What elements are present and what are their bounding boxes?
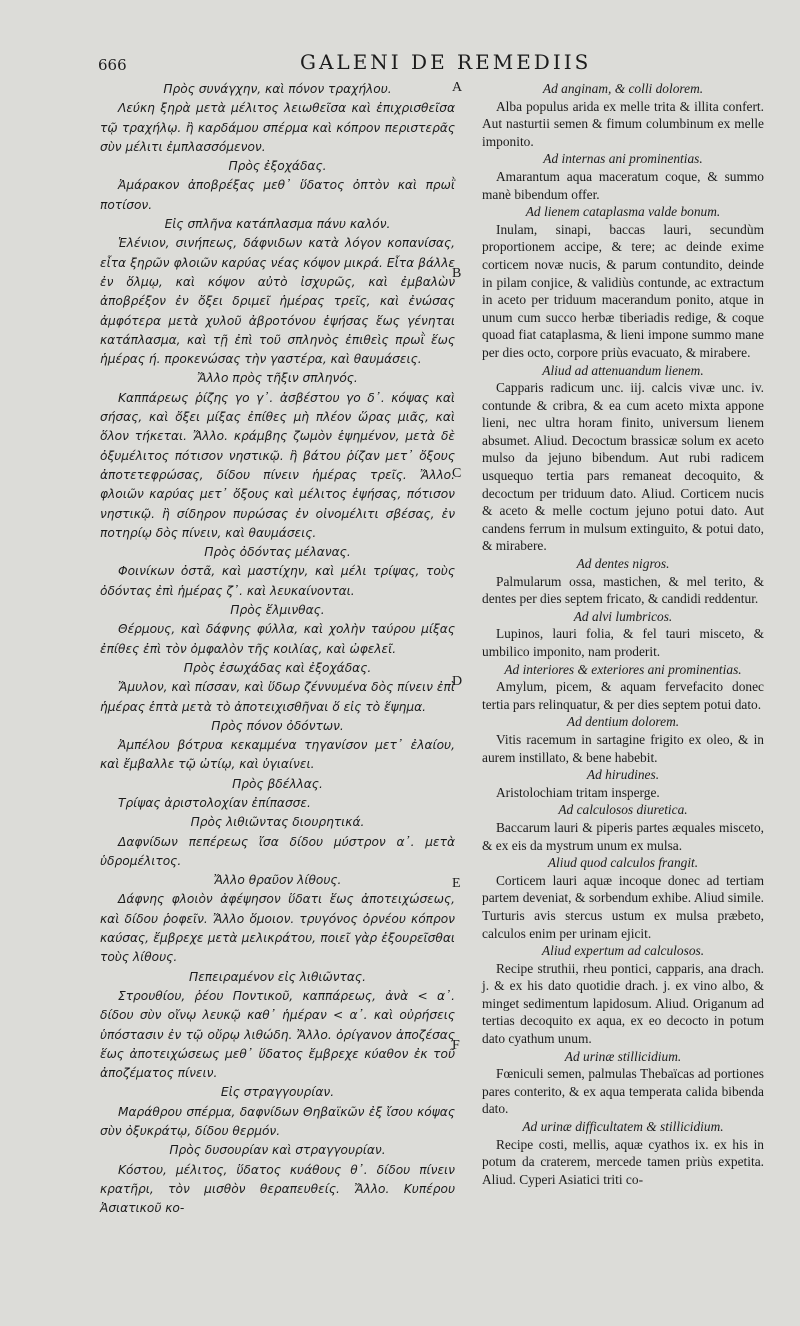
recipe-heading: Ad urinæ stillicidium. bbox=[564, 1048, 682, 1064]
recipe-text: Κόστου, μέλιτος, ὕδατος κυάθους θ᾽. δίδου πίνειν κρατῆρι, τὸν μισθὸν θεραπευθείς. Ἄλλο. Κυπέρου Ἀσιατικοῦ κο- bbox=[100, 1162, 455, 1216]
recipe-text: Corticem lauri aquæ incoque donec ad tertiam partem deveniat, & sorbendum exhibe. Aliud simile. Turturis avis stercus ustum ex mulsa præbeto, calculos enim per urinam ejicit. bbox=[482, 872, 764, 941]
recipe-heading: Πρὸς συνάγχην, καὶ πόνον τραχήλου. bbox=[163, 82, 392, 96]
margin-letter: A bbox=[452, 80, 463, 95]
recipe-text: Λεύκη ξηρὰ μετὰ μέλιτος λειωθεῖσα καὶ ἐπιχρισθεῖσα τῷ τραχήλῳ. ἢ καρδάμου σπέρμα καὶ κόπρον περιστερᾶς σὺν μέλιτι ἐμπλασσόμενον. bbox=[100, 101, 455, 154]
recipe-heading: Aliud ad attenuandum lienem. bbox=[542, 362, 704, 378]
margin-letter: B bbox=[452, 266, 462, 281]
recipe-text: Lupinos, lauri folia, & fel tauri misceto, & umbilico imponito, nam proderit. bbox=[482, 626, 764, 659]
recipe-heading: Ad hirudines. bbox=[586, 767, 660, 783]
recipe-text: Recipe costi, mellis, aquæ cyathos ix. ex his in potum da craterem, mercede tamen priùs expetita. Aliud. Cyperi Asiatici triti co- bbox=[482, 1136, 764, 1187]
recipe-heading: Aliud expertum ad calculosos. bbox=[541, 943, 705, 959]
recipe-heading: Πρὸς λιθιῶντας διουρητικά. bbox=[190, 815, 365, 830]
recipe-heading: Ad urinæ difficultatem & stillicidium. bbox=[522, 1119, 724, 1135]
recipe-text: Recipe struthii, rheu pontici, capparis, ana drach. j. & ex his dato quotidie drach. j. ex vino albo, & minget sedimentum lapidosum. Aliud. Origanum ad tertias decoquito ex aqua, ex eo decocto in potum dato cyathum unum. bbox=[482, 960, 764, 1047]
recipe-text: Καππάρεως ῥίζης γο γ᾽. ἀσβέστου γο δ᾽. κόψας καὶ σήσας, καὶ ὄξει μίξας ἐπίθες μὴ πλέον ὥρας μιᾶς, καὶ ὅλον τήκεται. Ἄλλο. κράμβης ζωμὸν ἑψημένον, μετὰ δὲ ὀξυμέλιτος πότισον νηστικῷ. ἢ βάτου ῥίζαν μετ᾽ ὄξους ἀποτετεφρώσας, δίδου πίνειν ἡμέρας τρεῖς. Ἄλλο. φλοιῶν καρύας μετ᾽ ὄξους καὶ μέλιτος ἑψήσας, πότισον νηστικῷ. ἢ σίδηρον πυρώσας ἐν οἰνομέλιτι σβέσας, ἐν ποτηρίῳ δὸς πίνειν, καὶ θαυμάσεις. bbox=[100, 390, 455, 540]
recipe-text: Aristolochiam tritam insperge. bbox=[496, 784, 660, 800]
recipe-heading: Πρὸς δυσουρίαν καὶ στραγγουρίαν. bbox=[169, 1143, 386, 1158]
recipe-heading: Ad anginam, & colli dolorem. bbox=[542, 81, 704, 96]
greek-column bbox=[100, 80, 455, 1219]
margin-letter: C bbox=[452, 466, 462, 481]
recipe-heading: Πεπειραμένον εἰς λιθιῶντας. bbox=[189, 969, 366, 984]
recipe-text: Capparis radicum unc. iij. calcis vivæ unc. iv. contunde & cribra, & ea cum aceto mixta appone lieni, nec ultra horam finito, universum lienem absumet. Aliud. Decoctum brassicæ solum ex aceto mulso da jejuno bibendum. Aut rubi radicem usquequo tertia pars remaneat decoquito, & decoctum per triduum dato. Aliud. Corticem nucis & aceto & melle coctum jejuno potui dato. Aut candens ferrum in mulsum extinguito, & potui dato, & mirabere. bbox=[482, 380, 764, 554]
recipe-heading: Ad interiores & exteriores ani prominentias. bbox=[504, 661, 742, 677]
recipe-heading: Ἄλλο πρὸς τῆξιν σπληνός. bbox=[197, 371, 358, 386]
recipe-heading: Aliud quod calculos frangit. bbox=[547, 855, 699, 871]
recipe-text: Inulam, sinapi, baccas lauri, secundùm proportionem accipe, & tere; ac deinde exime corticem novæ nucis, & parum contundito, deinde in pilam conjice, & validiùs contunde, ac extractum in aceto per triduum macerandum ponito, atque in unum cum succo herbæ tiberiadis redige, & coque quoad fiat cataplasma, & lieni impone summo mane per dies octo, corpore priùs evacuato, & mirabere. bbox=[482, 221, 764, 360]
recipe-text: Τρίψας ἀριστολοχίαν ἐπίπασσε. bbox=[118, 795, 311, 810]
recipe-heading: Ἄλλο θραῦον λίθους. bbox=[213, 873, 342, 888]
recipe-text: Palmularum ossa, mastichen, & mel terito, & dentes per dies septem fricato, & candidi reddentur. bbox=[482, 573, 764, 607]
recipe-heading: Πρὸς πόνον ὀδόντων. bbox=[211, 718, 344, 733]
recipe-text: Fœniculi semen, palmulas Thebaïcas ad portiones pares conterito, & ex aqua temperata calida bibenda dato. bbox=[482, 1066, 764, 1117]
recipe-text: Δαφνίδων πεπέρεως ἴσα δίδου μύστρον α᾽. μετὰ ὑδρομέλιτος. bbox=[100, 834, 455, 868]
recipe-heading: Πρὸς βδέλλας. bbox=[232, 776, 323, 791]
recipe-heading: Πρὸς ἐξοχάδας. bbox=[228, 159, 327, 174]
recipe-heading: Ad calculosos diuretica. bbox=[558, 802, 688, 818]
recipe-heading: Ad lienem cataplasma valde bonum. bbox=[525, 204, 721, 220]
recipe-text: Στρουθίου, ῥέου Ποντικοῦ, καππάρεως, ἀνὰ < α᾽. δίδου σὺν οἴνῳ λευκῷ καθ᾽ ἡμέραν < α᾽. καὶ οὐρήσεις ὑπόστασιν ἐν τῷ οὔρῳ λιθώδη. Ἄλλο. ὀρίγανον ἀποζέσας ἕως ἀποτειχώσεως μεθ᾽ ὕδατος ἔμβρεχε κύαθον ἐκ τοῦ ἀποζέματος πίνειν. bbox=[100, 988, 455, 1081]
recipe-text: Μαράθρου σπέρμα, δαφνίδων Θηβαϊκῶν ἐξ ἴσου κόψας σὺν ὀξυκράτῳ, δίδου θερμόν. bbox=[100, 1104, 455, 1139]
page-number: 666 bbox=[98, 56, 127, 74]
recipe-text: Ἄμυλον, καὶ πίσσαν, καὶ ὕδωρ ζέννυμένα δὸς πίνειν ἐπὶ ἡμέρας ἑπτὰ μετὰ τὸ ἀποτειχισθῆναι ὅ εἰς τὸ ἕψημα. bbox=[100, 680, 455, 714]
recipe-text: Ἑλένιον, σινήπεως, δάφνιδων κατὰ λόγον κοπανίσας, εἶτα ξηρῶν φλοιῶν καρύας νέας κόψον μικρά. Εἶτα βάλλε ἐν ὅλμῳ, καὶ κόψον αὐτὸ ἰσχυρῶς, καὶ ἐμβαλὼν ἀποβρέξον ἐν ὄξει δριμεῖ ἡμέρας τρεῖς, καὶ ἐνώσας ἀμφότερα μετὰ χυλοῦ ἀβροτόνου ἑψήσας ἕως γένηται κατάπλασμα, καὶ τῇ ἐπὶ τοῦ σπληνὸς ἐπιθεὶς πρωῒ ἕως ἡμέρας ή. προκενώσας τὴν γαστέρα, καὶ θαυμάσεις. bbox=[100, 236, 455, 367]
recipe-text: Vitis racemum in sartagine frigito ex oleo, & in aurem instillato, & bene habebit. bbox=[482, 731, 764, 765]
recipe-heading: Ad internas ani prominentias. bbox=[543, 151, 703, 167]
recipe-text: Amarantum aqua maceratum coque, & summo manè bibendum offer. bbox=[482, 168, 764, 202]
recipe-heading: Πρὸς ἐσωχάδας καὶ ἐξοχάδας. bbox=[183, 660, 372, 675]
margin-letter: F bbox=[452, 1038, 460, 1053]
recipe-text: Baccarum lauri & piperis partes æquales misceto, & ex eis da mystrum unum ex mulsa. bbox=[482, 819, 764, 853]
page-header bbox=[0, 50, 800, 80]
recipe-heading: Πρὸς ἕλμινθας. bbox=[230, 603, 325, 618]
recipe-heading: Ad dentium dolorem. bbox=[566, 714, 680, 730]
recipe-text: Θέρμους, καὶ δάφνης φύλλα, καὶ χολὴν ταύρου μίξας ἐπίθες ἐπὶ τὸν ὀμφαλὸν τῆς κοιλίας, καὶ ὠφελεῖ. bbox=[100, 622, 455, 656]
recipe-heading: Εἰς στραγγουρίαν. bbox=[220, 1085, 335, 1100]
recipe-heading: Εἰς σπλῆνα κατάπλασμα πάνυ καλόν. bbox=[164, 217, 391, 232]
recipe-text: Ἀμάρακον ἀποβρέξας μεθ᾽ ὕδατος ὀπτὸν καὶ πρωῒ ποτίσον. bbox=[100, 178, 455, 212]
running-title: GALENI DE REMEDIIS bbox=[300, 50, 592, 74]
recipe-text: Ἀμπέλου βότρυα κεκαμμένα τηγανίσον μετ᾽ ἐλαίου, καὶ ἔμβαλλε τῷ ὠτίῳ, καὶ ὑγιαίνει. bbox=[100, 738, 455, 772]
recipe-text: Φοινίκων ὀστᾶ, καὶ μαστίχην, καὶ μέλι τρίψας, τοὺς ὀδόντας ἐπὶ ἡμέρας ζ᾽. καὶ λευκαίνονται. bbox=[100, 564, 455, 598]
recipe-text: Amylum, picem, & aquam fervefacito donec tertia pars relinquatur, & per dies septem potui dato. bbox=[482, 679, 764, 712]
recipe-text: Alba populus arida ex melle trita & illita confert. Aut nasturtii semen & fimum columbinum ex melle imponito. bbox=[482, 98, 764, 149]
recipe-heading: Ad alvi lumbricos. bbox=[573, 608, 673, 624]
margin-letter: E bbox=[452, 876, 461, 891]
recipe-heading: Ad dentes nigros. bbox=[576, 556, 670, 572]
recipe-text: Δάφνης φλοιὸν ἀφέψησον ὕδατι ἕως ἀποτειχώσεως, καὶ δίδου ῥοφεῖν. Ἄλλο ὅμοιον. τρυγόνος ὀρνέου κόπρον καύσας, ἔμβρεχε μετὰ μελικράτου, ποιεῖ γὰρ ἐξουρεῖσθαι τοὺς λίθους. bbox=[100, 892, 455, 965]
latin-column bbox=[482, 80, 764, 1188]
recipe-heading: Πρὸς ὀδόντας μέλανας. bbox=[204, 545, 351, 560]
margin-letter: D bbox=[452, 674, 463, 689]
